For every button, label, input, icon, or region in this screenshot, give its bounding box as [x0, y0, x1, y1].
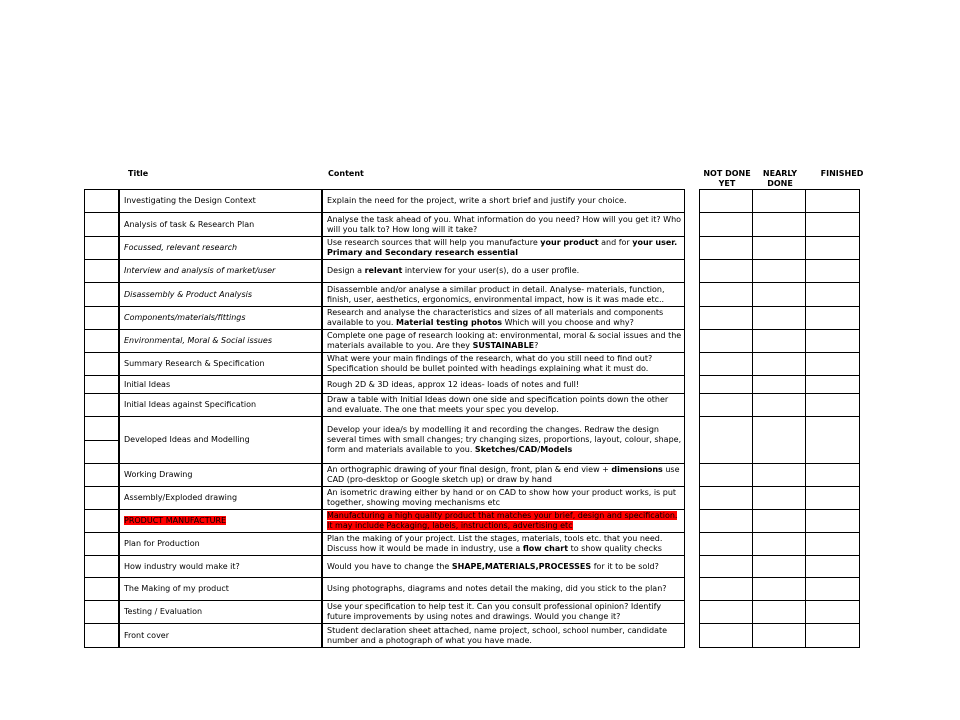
- content-segment: SHAPE,MATERIALS,PROCESSES: [451, 561, 592, 571]
- content-segment: flow chart: [522, 544, 569, 553]
- header-not-done-yet: NOT DONE YET: [703, 169, 751, 188]
- content-segment: Use research sources that will help you manufacture: [327, 238, 541, 247]
- finished-checkbox[interactable]: [806, 330, 860, 353]
- finished-checkbox[interactable]: [806, 283, 860, 307]
- content-segment: Would you have to change the: [327, 561, 452, 571]
- content-segment: Research and analyse the characteristics and sizes of all materials and components available to you.: [327, 308, 664, 327]
- finished-checkbox[interactable]: [806, 578, 860, 601]
- task-content: [323, 556, 685, 578]
- row-number-cell: [85, 353, 119, 376]
- task-content: [323, 510, 685, 533]
- task-content: [323, 353, 685, 376]
- content-segment: Material testing photos: [396, 318, 503, 327]
- content-segment: your user. Primary and Secondary research essential: [327, 238, 678, 257]
- content-segment: relevant: [364, 266, 403, 275]
- task-title: Developed Ideas and Modelling: [120, 417, 322, 464]
- row-number-cell: [85, 601, 119, 624]
- nearly-done-checkbox[interactable]: [753, 213, 806, 237]
- task-content: [323, 237, 685, 260]
- task-title: Initial Ideas against Specification: [120, 394, 322, 417]
- task-content: [323, 307, 685, 330]
- not-done-checkbox[interactable]: [700, 213, 753, 237]
- content-segment: for it to be sold?: [591, 561, 659, 571]
- not-done-checkbox[interactable]: [700, 307, 753, 330]
- content-segment: your product: [540, 238, 599, 247]
- content-segment: Design a: [327, 266, 365, 275]
- row-number-cell: [85, 237, 119, 260]
- row-number-cell: [85, 394, 119, 417]
- task-title: Components/materials/fittings: [120, 307, 322, 330]
- row-number-cell: [85, 376, 119, 394]
- row-number-cell: [85, 190, 119, 213]
- row-number-cell: [85, 487, 119, 510]
- not-done-checkbox[interactable]: [700, 330, 753, 353]
- not-done-checkbox[interactable]: [700, 487, 753, 510]
- finished-checkbox[interactable]: [806, 487, 860, 510]
- not-done-checkbox[interactable]: [700, 624, 753, 648]
- task-content: [323, 578, 685, 601]
- finished-checkbox[interactable]: [806, 394, 860, 417]
- nearly-done-checkbox[interactable]: [753, 394, 806, 417]
- content-segment: Draw a table with Initial Ideas down one side and specification points down the other and evaluate. The one that meets your spec you develop.: [327, 395, 669, 414]
- row-number-cell: [85, 578, 119, 601]
- task-title: Analysis of task & Research Plan: [120, 213, 322, 237]
- header-content: Content: [328, 169, 364, 178]
- task-content: [323, 624, 685, 648]
- content-column: [322, 189, 685, 648]
- content-segment: ?: [534, 341, 539, 350]
- finished-checkbox[interactable]: [806, 464, 860, 487]
- task-title: Interview and analysis of market/user: [120, 260, 322, 283]
- content-segment: dimensions: [611, 465, 663, 474]
- finished-checkbox[interactable]: [806, 213, 860, 237]
- content-segment: Student declaration sheet attached, name project, school, school number, candidate number and a photograph of what you have made.: [327, 625, 668, 645]
- content-segment: Use your specification to help test it. Can you consult professional opinion? Identify future improvements by using notes and drawings. Would you change it?: [327, 602, 662, 621]
- row-number-cell: [85, 624, 119, 648]
- finished-checkbox[interactable]: [806, 533, 860, 556]
- task-content: [323, 283, 685, 307]
- task-content: [323, 601, 685, 624]
- content-segment: Develop your idea/s by modelling it and recording the changes. Redraw the design several times with small changes; try changing sizes, proportions, layout, colour, shape, form and materials available to you.: [327, 425, 682, 454]
- not-done-checkbox[interactable]: [700, 353, 753, 376]
- content-segment: An orthographic drawing of your final design, front, plan & end view +: [327, 465, 612, 474]
- task-title: How industry would make it?: [120, 556, 322, 578]
- not-done-checkbox[interactable]: [700, 260, 753, 283]
- row-number-cell: [85, 213, 119, 237]
- not-done-checkbox[interactable]: [700, 556, 753, 578]
- finished-checkbox[interactable]: [806, 510, 860, 533]
- row-number-cell: [85, 533, 119, 556]
- task-content: [323, 464, 685, 487]
- task-title: Environmental, Moral & Social issues: [120, 330, 322, 353]
- content-segment: Which will you choose and why?: [502, 318, 634, 327]
- row-number-cell: [85, 417, 119, 441]
- header-nearly-done: NEARLY DONE: [762, 169, 798, 188]
- task-title: Disassembly & Product Analysis: [120, 283, 322, 307]
- task-content: [323, 394, 685, 417]
- nearly-done-checkbox[interactable]: [753, 510, 806, 533]
- nearly-done-checkbox[interactable]: [753, 601, 806, 624]
- status-checkboxes: [699, 189, 860, 648]
- content-segment: SUSTAINABLE: [472, 341, 535, 350]
- finished-checkbox[interactable]: [806, 624, 860, 648]
- not-done-checkbox[interactable]: [700, 237, 753, 260]
- content-segment: Using photographs, diagrams and notes detail the making, did you stick to the plan?: [327, 584, 667, 593]
- task-content: [323, 417, 685, 464]
- nearly-done-checkbox[interactable]: [753, 237, 806, 260]
- row-number-cell: [85, 307, 119, 330]
- task-title: Initial Ideas: [120, 376, 322, 394]
- task-title: Working Drawing: [120, 464, 322, 487]
- row-number-cell: [85, 464, 119, 487]
- content-segment: Rough 2D & 3D ideas, approx 12 ideas- loads of notes and full!: [327, 379, 580, 389]
- number-column: [84, 189, 119, 648]
- nearly-done-checkbox[interactable]: [753, 376, 806, 394]
- row-number-cell: [85, 440, 119, 464]
- finished-checkbox[interactable]: [806, 190, 860, 213]
- header-title: Title: [128, 169, 149, 178]
- row-number-cell: [85, 283, 119, 307]
- nearly-done-checkbox[interactable]: [753, 578, 806, 601]
- nearly-done-checkbox[interactable]: [753, 260, 806, 283]
- nearly-done-checkbox[interactable]: [753, 464, 806, 487]
- content-segment: interview for your user(s), do a user profile.: [402, 266, 580, 275]
- finished-checkbox[interactable]: [806, 601, 860, 624]
- finished-checkbox[interactable]: [806, 237, 860, 260]
- content-segment: Explain the need for the project, write a short brief and justify your choice.: [327, 196, 627, 205]
- nearly-done-checkbox[interactable]: [753, 487, 806, 510]
- header-finished: FINISHED: [820, 169, 864, 178]
- task-title: Assembly/Exploded drawing: [120, 487, 322, 510]
- task-title: Testing / Evaluation: [120, 601, 322, 624]
- content-segment: What were your main findings of the research, what do you still need to find out? Specification should be bullet pointed with headings explaining what it must do.: [327, 354, 653, 373]
- task-content: [323, 487, 685, 510]
- task-content: [323, 376, 685, 394]
- row-number-cell: [85, 510, 119, 533]
- task-content: [323, 533, 685, 556]
- content-segment: Sketches/CAD/Models: [474, 445, 573, 454]
- content-segment: Plan the making of your project. List the stages, materials, tools etc. that you need. Discuss how it would be made in industry, use a: [327, 534, 663, 553]
- not-done-checkbox[interactable]: [700, 533, 753, 556]
- not-done-checkbox[interactable]: [700, 578, 753, 601]
- task-content: [323, 190, 685, 213]
- nearly-done-checkbox[interactable]: [753, 307, 806, 330]
- task-title: Plan for Production: [120, 533, 322, 556]
- not-done-checkbox[interactable]: [700, 464, 753, 487]
- task-title: Front cover: [120, 624, 322, 648]
- finished-checkbox[interactable]: [806, 353, 860, 376]
- not-done-checkbox[interactable]: [700, 417, 753, 464]
- task-title: Summary Research & Specification: [120, 353, 322, 376]
- title-column: [119, 189, 322, 648]
- not-done-checkbox[interactable]: [700, 376, 753, 394]
- row-number-cell: [85, 260, 119, 283]
- finished-checkbox[interactable]: [806, 376, 860, 394]
- nearly-done-checkbox[interactable]: [753, 283, 806, 307]
- content-segment: Disassemble and/or analyse a similar product in detail. Analyse- materials, function, finish, user, aesthetics, ergonomics, environmental impact, how is it was made etc..: [327, 284, 665, 304]
- finished-checkbox[interactable]: [806, 556, 860, 578]
- finished-checkbox[interactable]: [806, 260, 860, 283]
- finished-checkbox[interactable]: [806, 307, 860, 330]
- nearly-done-checkbox[interactable]: [753, 533, 806, 556]
- nearly-done-checkbox[interactable]: [753, 330, 806, 353]
- finished-checkbox[interactable]: [806, 417, 860, 464]
- content-segment: Complete one page of research looking at: environmental, moral & social issues and the materials available to you. Are they: [327, 331, 682, 350]
- nearly-done-checkbox[interactable]: [753, 190, 806, 213]
- not-done-checkbox[interactable]: [700, 190, 753, 213]
- not-done-checkbox[interactable]: [700, 394, 753, 417]
- content-segment: use CAD (pro-desktop or Google sketch up) or draw by hand: [327, 465, 680, 484]
- nearly-done-checkbox[interactable]: [753, 624, 806, 648]
- task-content: [323, 330, 685, 353]
- task-title: The Making of my product: [120, 578, 322, 601]
- task-content: [323, 213, 685, 237]
- content-segment: and for: [598, 238, 633, 247]
- nearly-done-checkbox[interactable]: [753, 556, 806, 578]
- not-done-checkbox[interactable]: [700, 283, 753, 307]
- content-segment: Manufacturing a high quality product that matches your brief, design and specification. It may include Packaging, labels, instructions, advertising etc: [327, 511, 678, 530]
- not-done-checkbox[interactable]: [700, 510, 753, 533]
- content-segment: to show quality checks: [568, 544, 662, 553]
- content-segment: Analyse the task ahead of you. What information do you need? How will you get it? Who will you talk to? How long will it take?: [327, 214, 682, 234]
- nearly-done-checkbox[interactable]: [753, 353, 806, 376]
- row-number-cell: [85, 556, 119, 578]
- task-content: [323, 260, 685, 283]
- row-number-cell: [85, 330, 119, 353]
- task-title: PRODUCT MANUFACTURE: [120, 510, 322, 533]
- task-title: Focussed, relevant research: [120, 237, 322, 260]
- not-done-checkbox[interactable]: [700, 601, 753, 624]
- content-segment: An isometric drawing either by hand or on CAD to show how your product works, is put together, showing moving mechanisms etc: [327, 488, 677, 507]
- task-title: Investigating the Design Context: [120, 190, 322, 213]
- nearly-done-checkbox[interactable]: [753, 417, 806, 464]
